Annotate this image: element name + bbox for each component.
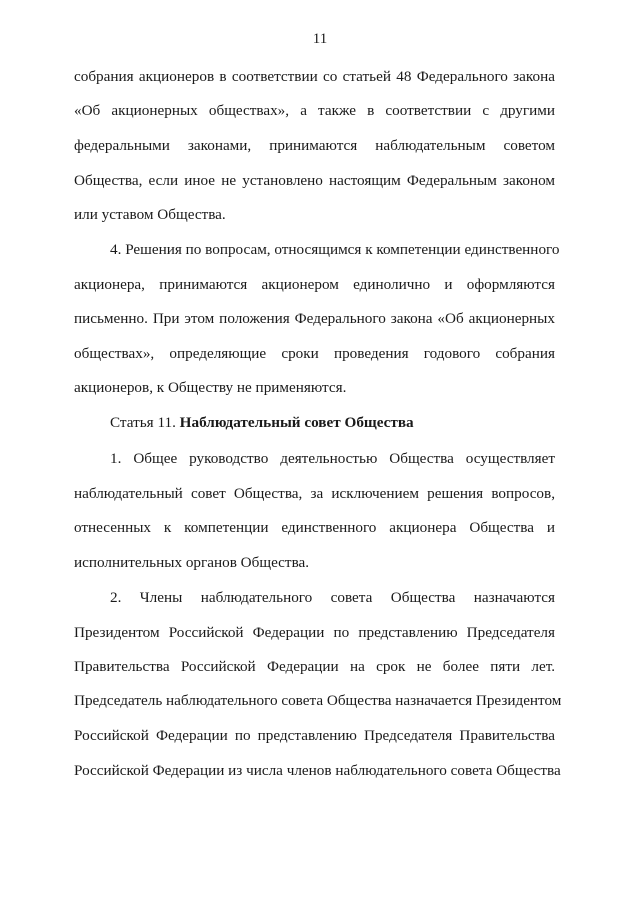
text-line: Председатель наблюдательного совета Общества назначается Президентом <box>74 692 562 709</box>
article-heading <box>110 413 555 433</box>
text-line: 2. Члены наблюдательного совета Общества назначаются <box>110 589 555 606</box>
text-line: Российской Федерации из числа членов наблюдательного совета Общества <box>74 762 561 779</box>
text-line: отнесенных к компетенции единственного акционера Общества и <box>74 519 555 536</box>
text-line: Правительства Российской Федерации на срок не более пяти лет. <box>74 658 555 675</box>
text-line: или уставом Общества. <box>74 206 226 223</box>
text-line: Российской Федерации по представлению Председателя Правительства <box>74 727 555 744</box>
text-line: федеральными законами, принимаются наблюдательным советом <box>74 137 555 154</box>
text-line: исполнительных органов Общества. <box>74 554 310 571</box>
text-line: акционера, принимаются акционером единолично и оформляются <box>74 276 555 293</box>
text-line: наблюдательный совет Общества, за исключением решения вопросов, <box>74 485 555 502</box>
text-line: письменно. При этом положения Федерального закона «Об акционерных <box>74 310 555 327</box>
text-line: 1. Общее руководство деятельностью Общества осуществляет <box>110 450 555 467</box>
text-line: Общества, если иное не установлено настоящим Федеральным законом <box>74 172 555 189</box>
text-line: Президентом Российской Федерации по представлению Председателя <box>74 624 555 641</box>
article-number: Статья 11. <box>110 414 176 431</box>
page-number: 11 <box>312 31 328 47</box>
text-line: акционеров, к Обществу не применяются. <box>74 379 347 396</box>
text-line: «Об акционерных обществах», а также в соответствии с другими <box>74 102 555 119</box>
text-line: собрания акционеров в соответствии со статьей 48 Федерального закона <box>74 68 555 85</box>
article-title: Наблюдательный совет Общества <box>179 414 414 431</box>
text-line: 4. Решения по вопросам, относящимся к компетенции единственного <box>110 241 560 258</box>
text-line: обществах», определяющие сроки проведения годового собрания <box>74 345 555 362</box>
